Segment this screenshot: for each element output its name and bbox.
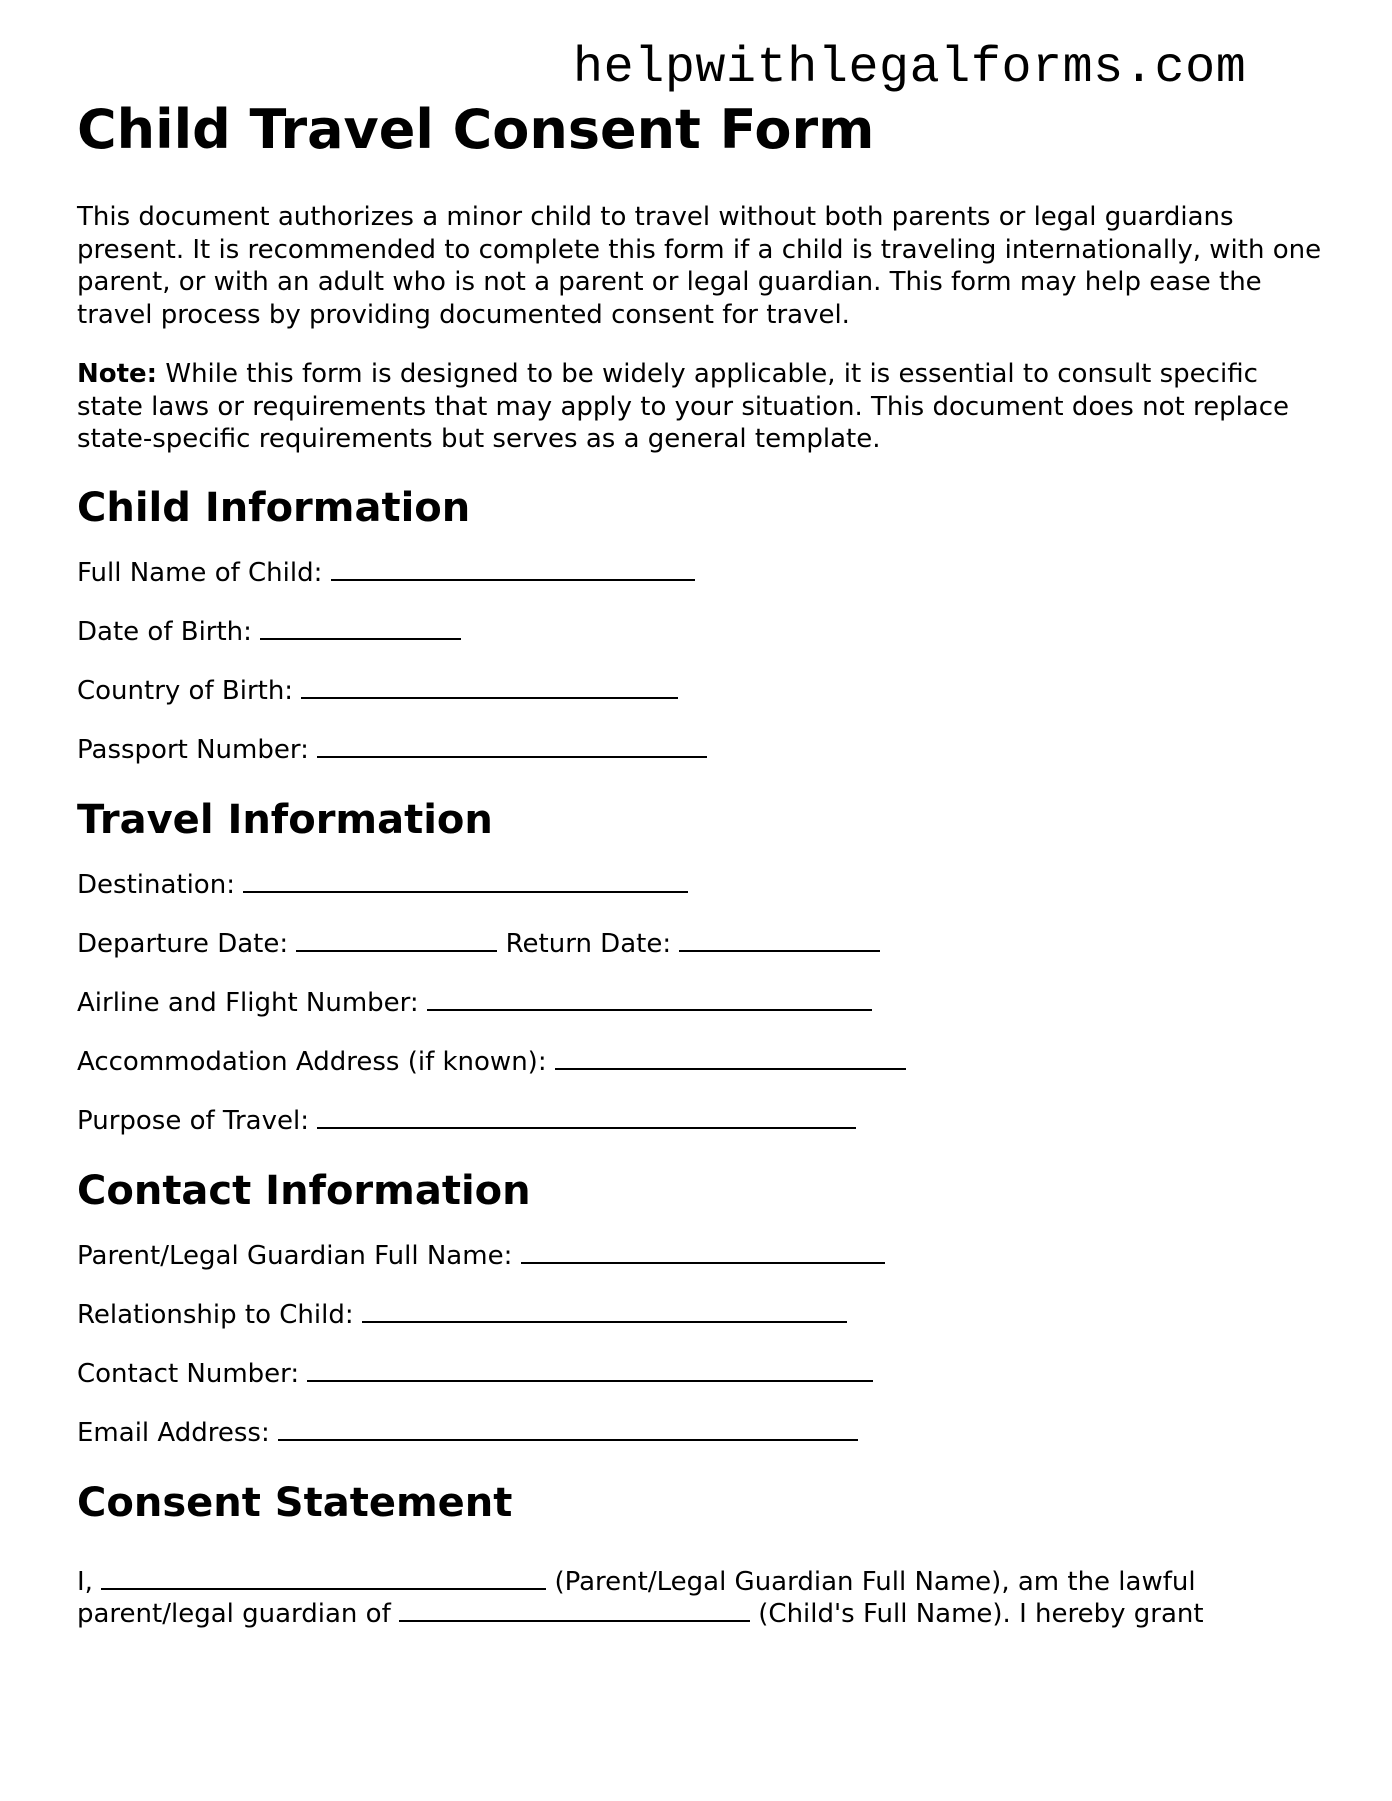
field-airline-flight-number bbox=[77, 987, 1327, 1019]
section-heading-travel-information: Travel Information bbox=[77, 796, 493, 843]
consent-statement-text bbox=[77, 1566, 1327, 1631]
note-text: While this form is designed to be widely applicable, it is essential to consult specific state laws or requirements that may apply to your situation. This document does not replace state-specific requirements but serves as a general template. bbox=[77, 359, 1290, 454]
relationship-to-child-blank[interactable] bbox=[362, 1299, 847, 1323]
passport-number-blank[interactable] bbox=[317, 734, 707, 758]
consent-parent-of: parent/legal guardian of bbox=[77, 1599, 391, 1629]
email-address-blank[interactable] bbox=[278, 1417, 858, 1441]
field-label: Airline and Flight Number: bbox=[77, 987, 419, 1018]
airline-flight-number-blank[interactable] bbox=[427, 987, 872, 1011]
field-label: Purpose of Travel: bbox=[77, 1105, 309, 1136]
field-destination bbox=[77, 869, 1327, 901]
field-date-of-birth bbox=[77, 616, 1327, 648]
contact-number-blank[interactable] bbox=[307, 1358, 873, 1382]
date-of-birth-blank[interactable] bbox=[260, 616, 461, 640]
guardian-full-name-blank[interactable] bbox=[521, 1240, 885, 1264]
field-child-full-name bbox=[77, 557, 1327, 589]
child-full-name-blank[interactable] bbox=[331, 557, 695, 581]
consent-child-hint: (Child's Full Name). I hereby grant bbox=[758, 1599, 1204, 1629]
section-heading-consent-statement: Consent Statement bbox=[77, 1479, 513, 1526]
field-guardian-full-name bbox=[77, 1240, 1327, 1272]
field-label: Destination: bbox=[77, 869, 235, 900]
field-label: Country of Birth: bbox=[77, 675, 294, 706]
travel-information-fields bbox=[77, 869, 1327, 1137]
return-date-label: Return Date: bbox=[505, 928, 672, 959]
child-information-fields bbox=[77, 557, 1327, 766]
field-travel-dates bbox=[77, 928, 1327, 960]
field-label: Parent/Legal Guardian Full Name: bbox=[77, 1240, 513, 1271]
departure-date-blank[interactable] bbox=[296, 928, 497, 952]
return-date-blank[interactable] bbox=[679, 928, 880, 952]
note-paragraph bbox=[77, 358, 1327, 456]
accommodation-address-blank[interactable] bbox=[555, 1046, 906, 1070]
field-email-address bbox=[77, 1417, 1327, 1449]
departure-date-label: Departure Date: bbox=[77, 928, 289, 959]
field-passport-number bbox=[77, 734, 1327, 766]
field-accommodation-address bbox=[77, 1046, 1327, 1078]
destination-blank[interactable] bbox=[243, 869, 688, 893]
field-label: Accommodation Address (if known): bbox=[77, 1046, 547, 1077]
document-body bbox=[77, 98, 1327, 1631]
purpose-of-travel-blank[interactable] bbox=[317, 1105, 856, 1129]
field-contact-number bbox=[77, 1358, 1327, 1390]
note-label: Note: bbox=[77, 359, 158, 389]
consent-child-name-blank[interactable] bbox=[399, 1598, 750, 1622]
intro-paragraph: This document authorizes a minor child to travel without both parents or legal guardians present. It is recommended to complete this form if a child is traveling internationally, with one parent, or with an adult who is not a parent or legal guardian. This form may help ease the travel process by providing documented consent for travel. bbox=[77, 202, 1322, 330]
field-country-of-birth bbox=[77, 675, 1327, 707]
consent-prefix: I, bbox=[77, 1566, 93, 1597]
field-label: Relationship to Child: bbox=[77, 1299, 354, 1330]
section-heading-contact-information: Contact Information bbox=[77, 1167, 531, 1214]
field-label: Date of Birth: bbox=[77, 616, 252, 647]
field-label: Passport Number: bbox=[77, 734, 309, 765]
field-label: Email Address: bbox=[77, 1417, 270, 1448]
field-label: Full Name of Child: bbox=[77, 557, 323, 588]
watermark-site-name: helpwithlegalforms.com bbox=[573, 40, 1247, 97]
section-heading-child-information: Child Information bbox=[77, 484, 471, 531]
consent-guardian-name-blank[interactable] bbox=[101, 1566, 546, 1590]
page-title: Child Travel Consent Form bbox=[77, 98, 875, 161]
consent-guardian-hint: (Parent/Legal Guardian Full Name), am the lawful bbox=[554, 1566, 1196, 1597]
country-of-birth-blank[interactable] bbox=[301, 675, 678, 699]
field-purpose-of-travel bbox=[77, 1105, 1327, 1137]
field-label: Contact Number: bbox=[77, 1358, 300, 1389]
field-relationship-to-child bbox=[77, 1299, 1327, 1331]
contact-information-fields bbox=[77, 1240, 1327, 1449]
